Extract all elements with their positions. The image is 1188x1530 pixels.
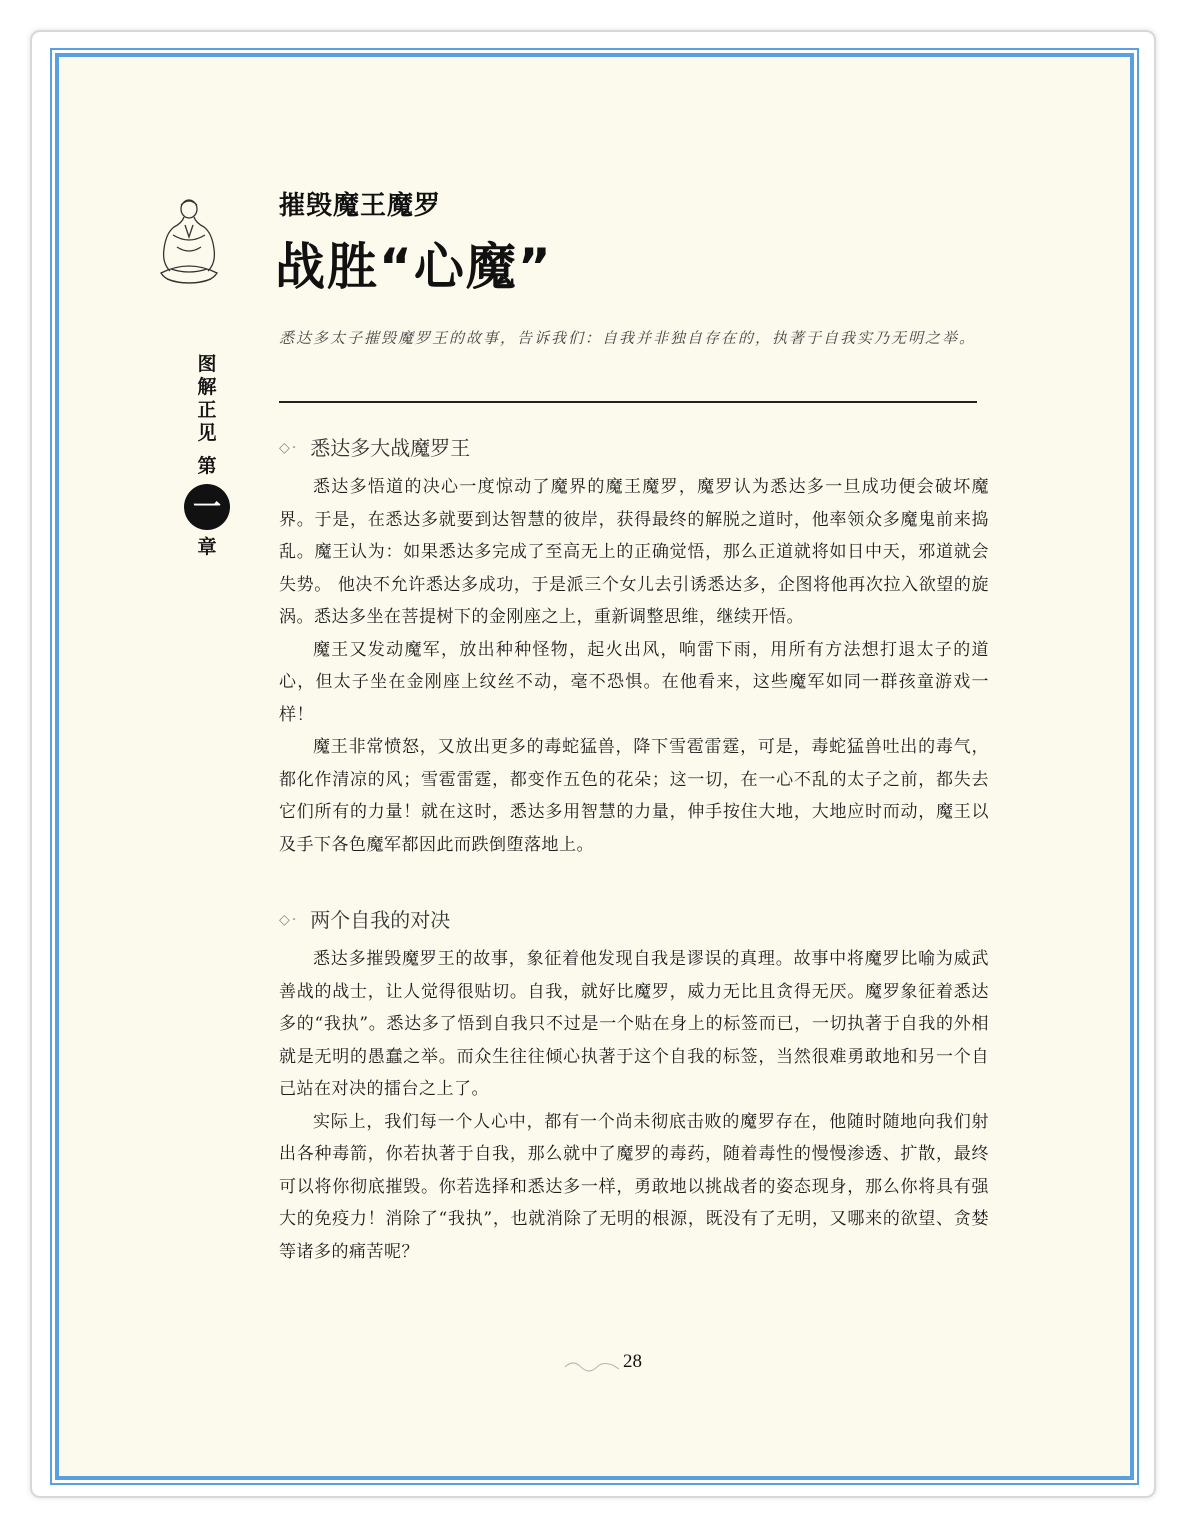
diamond-bullet-icon: ◇· <box>279 912 299 928</box>
summary-text: 悉达多太子摧毁魔罗王的故事，告诉我们：自我并非独自存在的，执著于自我实乃无明之举。 <box>279 329 977 347</box>
chapter-number-badge: 一 <box>184 484 230 530</box>
paragraph: 悉达多摧毁魔罗王的故事，象征着他发现自我是谬误的真理。故事中将魔罗比喻为威武善战的战士，让人觉得很贴切。自我，就好比魔罗，威力无比且贪得无厌。魔罗象征着悉达多的“我执”。悉达多了悟到自我只不过是一个贴在身上的标签而已，一切执著于自我的外相就是无明的愚蠢之举。而众生往往倾心执著于这个自我的标签，当然很难勇敢地和另一个自己站在对决的擂台之上了。 <box>279 949 989 1099</box>
section-title: 战胜“心魔” <box>275 238 553 296</box>
paragraph: 魔王又发动魔军，放出种种怪物，起火出风，响雷下雨，用所有方法想打退太子的道心，但太子坐在金刚座上纹丝不动，毫不恐惧。在他看来，这些魔军如同一群孩童游戏一样！ <box>279 639 989 725</box>
section-1 <box>279 433 989 861</box>
page-ornament-icon <box>563 1357 621 1373</box>
section-2 <box>279 905 989 1268</box>
page-number: 28 <box>623 1351 642 1372</box>
meditating-monk-illustration <box>151 195 227 287</box>
side-title-char: 见 <box>197 422 217 444</box>
paragraph: 实际上，我们每一个人心中，都有一个尚未彻底击败的魔罗存在，他随时随地向我们射出各种毒箭，你若执著于自我，那么就中了魔罗的毒药，随着毒性的慢慢渗透、扩散，最终可以将你彻底摧毁。你若选择和悉达多一样，勇敢地以挑战者的姿态现身，那么你将具有强大的免疫力！消除了“我执”，也就消除了无明的根源，既没有了无明，又哪来的欲望、贪婪等诸多的痛苦呢？ <box>279 1111 989 1262</box>
section-heading-text: 两个自我的对决 <box>310 908 451 932</box>
paragraph: 悉达多悟道的决心一度惊动了魔界的魔王魔罗，魔罗认为悉达多一旦成功便会破坏魔界。于是，在悉达多就要到达智慧的彼岸，获得最终的解脱之道时，他率领众多魔鬼前来捣乱。魔王认为：如果悉达多完成了至高无上的正确觉悟，那么正道就将如日中天，邪道就会失势。 他决不允许悉达多成功，于是派三个女儿去引诱悉达多，企图将他再次拉入欲望的旋涡。悉达多坐在菩提树下的金刚座之上，重新调整思维，继续开悟。 <box>279 477 989 627</box>
side-title-char: 图 <box>197 353 217 375</box>
divider-rule <box>279 401 977 403</box>
paragraph: 魔王非常愤怒，又放出更多的毒蛇猛兽，降下雪雹雷霆，可是，毒蛇猛兽吐出的毒气，都化作清凉的风；雪雹雷霆，都变作五色的花朵；这一切，在一心不乱的太子之前，都失去它们所有的力量！就在这时，悉达多用智慧的力量，伸手按住大地，大地应时而动，魔王以及手下各色魔军都因此而跌倒堕落地上。 <box>279 737 989 855</box>
section-heading <box>279 905 989 935</box>
diamond-bullet-icon: ◇· <box>279 440 299 456</box>
side-title-char: 解 <box>197 376 217 398</box>
chapter-di: 第 <box>197 455 217 477</box>
section-subtitle: 摧毁魔王魔罗 <box>279 191 442 221</box>
section-heading <box>279 433 989 463</box>
chapter-side-title <box>187 353 227 559</box>
chapter-zhang: 章 <box>197 536 217 558</box>
section-heading-text: 悉达多大战魔罗王 <box>310 436 471 460</box>
book-page <box>55 53 1134 1480</box>
side-title-char: 正 <box>197 399 217 421</box>
